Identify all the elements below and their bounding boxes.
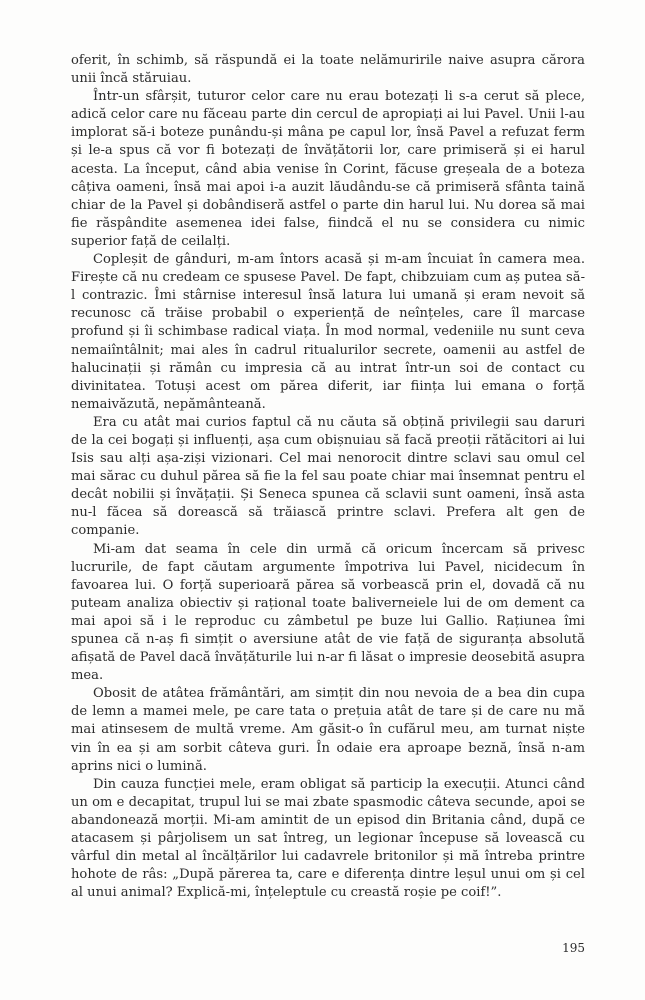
paragraph-6: Obosit de atâtea frământări, am simțit din nou nevoia de a bea din cupa de lemn a mamei mele, pe care tata o prețuia atât de tare și de care nu mă mai atinsesem de multă vreme. Am găsit-o în cufărul meu, am turnat niște vin în ea și am sorbit câteva guri. În odaie era aproape beznă, însă n-am aprins nici o lumină.: [71, 686, 585, 774]
paragraph-5: Mi-am dat seama în cele din urmă că oricum încercam să privesc lucrurile, de fapt căutam argumente împotriva lui Pavel, nicidecum în favoarea lui. O forță superioară părea să vorbească prin el, dovadă că nu puteam analiza obiectiv și rațional toate baliverneiele lui de om dement ca mai apoi să i le reproduc cu zâmbetul pe buze lui Gallio. Rațiunea îmi spunea că n-aș fi simțit o aversiune atât de vie față de siguranța absolută afișată de Pavel dacă învățăturile lui n-ar fi lăsat o impresie deosebită asupra mea.: [71, 541, 585, 684]
page-body-text: [71, 52, 585, 902]
page-number: 195: [562, 941, 585, 955]
paragraph-2: Într-un sfârșit, tuturor celor care nu erau botezați li s-a cerut să plece, adică celor care nu făceau parte din cercul de apropiați ai lui Pavel. Unii l-au implorat să-i boteze punându-și mâna pe capul lor, însă Pavel a refuzat ferm și le-a spus că vor fi botezați de învățătorii lor, care primiseră și ei harul acesta. La început, când abia venise în Corint, făcuse greșeala de a boteza câțiva oameni, însă mai apoi i-a auzit lăudându-se că primiseră sfânta taină chiar de la Pavel și dobândiseră astfel o parte din harul lui. Nu dorea să mai fie răspândite asemenea idei false, fiindcă el nu se considera cu nimic superior față de ceilalți.: [71, 89, 585, 249]
paragraph-7: Din cauza funcției mele, eram obligat să particip la execuții. Atunci când un om e decapitat, trupul lui se mai zbate spasmodic câteva secunde, apoi se abandonează morții. Mi-am amintit de un episod din Britania când, după ce atacasem și pârjolisem un sat întreg, un legionar începuse să lovească cu vârful din metal al încălțărilor lui cadavrele britonilor și mă întreba printre hohote de râs: „După părerea ta, care e diferența dintre leșul unui om și cel al unui animal? Explică-mi, înțeleptule cu creastă roșie pe coif!”.: [71, 776, 585, 901]
paragraph-4: Era cu atât mai curios faptul că nu căuta să obțină privilegii sau daruri de la cei bogați și influenți, așa cum obișnuiau să facă preoții rătăcitori ai lui Isis sau alți așa-ziși vizionari. Cel mai nenorocit dintre sclavi sau omul cel mai sărac cu duhul părea să fie la fel sau poate chiar mai însemnat pentru el decât nobilii și învățații. Și Seneca spunea că sclavii sunt oameni, însă asta nu-l făcea să dorească să trăiască printre sclavi. Prefera alt gen de companie.: [71, 414, 585, 539]
paragraph-1: oferit, în schimb, să răspundă ei la toate nelămuririle naive asupra cărora unii încă stăruiau.: [71, 53, 585, 87]
paragraph-3: Copleșit de gânduri, m-am întors acasă și m-am încuiat în camera mea. Firește că nu credeam ce spusese Pavel. De fapt, chibzuiam cum aș putea să-l contrazic. Îmi stârnise interesul însă latura lui umană și eram nevoit să recunosc că trăise probabil o experiență de neînțeles, care îl marcase profund și îi schimbase radical viața. În mod normal, vedeniile nu sunt ceva nemaiîntâlnit; mai ales în cadrul ritualurilor secrete, oamenii au astfel de halucinații și rămân cu impresia că au intrat într-un soi de contact cu divinitatea. Totuși acest om părea diferit, iar ființa lui emana o forță nemaivăzută, nepământeană.: [71, 252, 585, 412]
